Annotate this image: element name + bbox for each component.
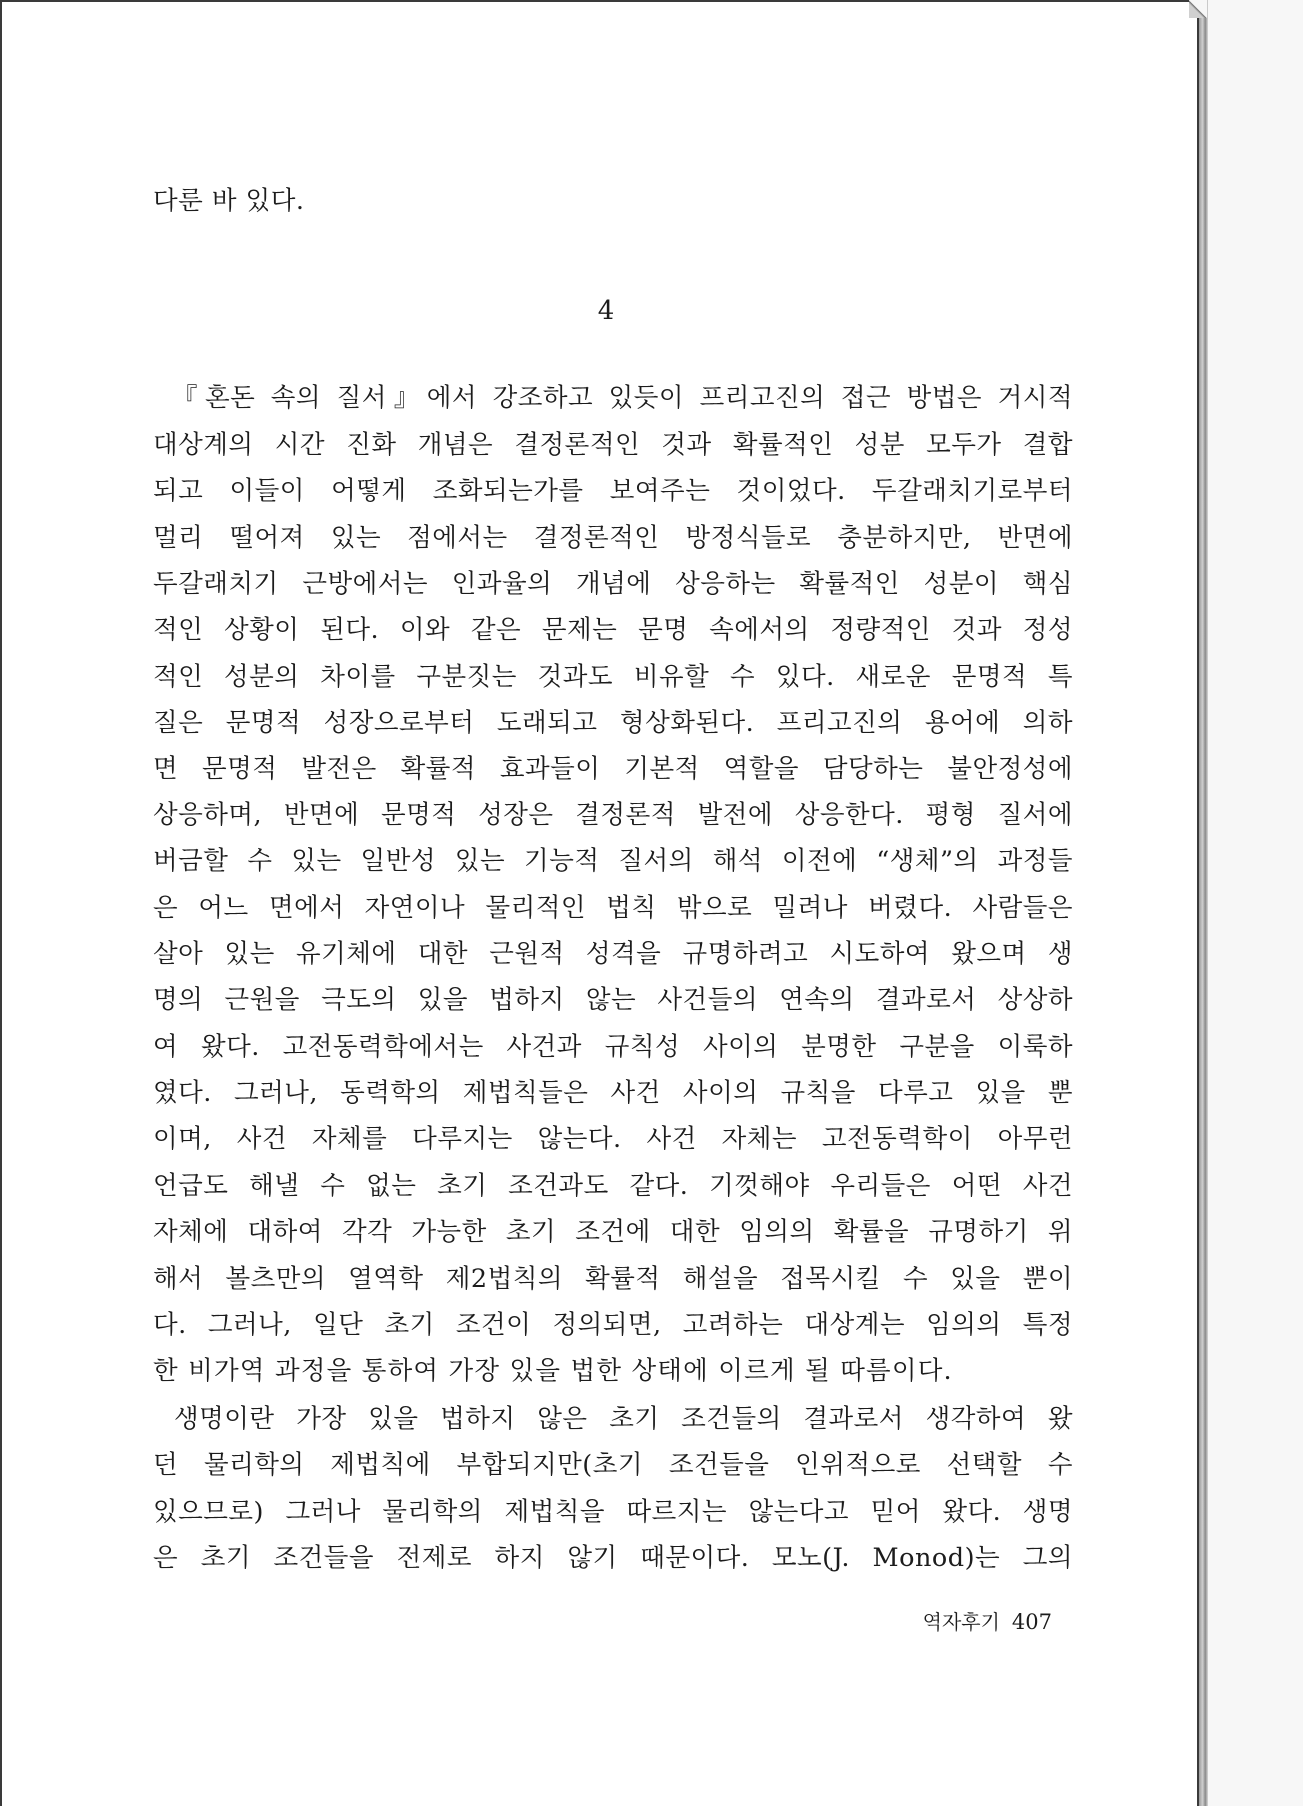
text-line: 있으므로) 그러나 물리학의 제법칙을 따르지는 않는다고 믿어 왔다. 생명 <box>153 1497 1073 1527</box>
text-line: 다. 그러나, 일단 초기 조건이 정의되면, 고려하는 대상계는 임의의 특정 <box>153 1310 1073 1340</box>
text-line: 은 초기 조건들을 전제로 하지 않기 때문이다. 모노(J. Monod)는 그의 <box>153 1543 1073 1573</box>
text-line: 멀리 떨어져 있는 점에서는 결정론적인 방정식들로 충분하지만, 반면에 <box>153 523 1073 553</box>
text-line: 두갈래치기 근방에서는 인과율의 개념에 상응하는 확률적인 성분이 핵심 <box>153 569 1073 599</box>
text-line: 버금할 수 있는 일반성 있는 기능적 질서의 해석 이전에 “생체”의 과정들 <box>153 846 1073 876</box>
text-line: 은 어느 면에서 자연이나 물리적인 법칙 밖으로 밀려나 버렸다. 사람들은 <box>153 893 1073 923</box>
running-head: 역자후기 <box>922 1610 1000 1634</box>
text-line: 여 왔다. 고전동력학에서는 사건과 규칙성 사이의 분명한 구분을 이룩하 <box>153 1032 1073 1062</box>
text-line: 상응하며, 반면에 문명적 성장은 결정론적 발전에 상응한다. 평형 질서에 <box>153 800 1073 830</box>
text-line: 생명이란 가장 있을 법하지 않은 초기 조건들의 결과로서 생각하여 왔 <box>174 1404 1073 1434</box>
text-line: 면 문명적 발전은 확률적 효과들이 기본적 역할을 담당하는 불안정성에 <box>153 754 1073 784</box>
text-line: 였다. 그러나, 동력학의 제법칙들은 사건 사이의 규칙을 다루고 있을 뿐 <box>153 1078 1073 1108</box>
page-number: 407 <box>1011 1610 1052 1634</box>
text-line: 언급도 해낼 수 없는 초기 조건과도 같다. 기껏해야 우리들은 어떤 사건 <box>153 1171 1073 1201</box>
page-corner-fold <box>1189 0 1207 18</box>
text-line: 『혼돈 속의 질서』에서 강조하고 있듯이 프리고진의 접근 방법은 거시적 <box>172 383 1073 413</box>
page-edge <box>1199 0 1208 1806</box>
text-line: 해서 볼츠만의 열역학 제2법칙의 확률적 해설을 접목시킬 수 있을 뿐이 <box>153 1264 1073 1294</box>
text-line: 질은 문명적 성장으로부터 도래되고 형상화된다. 프리고진의 용어에 의하 <box>153 708 1073 738</box>
text-line: 자체에 대하여 각각 가능한 초기 조건에 대한 임의의 확률을 규명하기 위 <box>153 1217 1073 1247</box>
text-line: 이며, 사건 자체를 다루지는 않는다. 사건 자체는 고전동력학이 아무런 <box>153 1124 1073 1154</box>
text-line: 명의 근원을 극도의 있을 법하지 않는 사건들의 연속의 결과로서 상상하 <box>153 985 1073 1015</box>
text-line: 적인 성분의 차이를 구분짓는 것과도 비유할 수 있다. 새로운 문명적 특 <box>153 662 1073 692</box>
text-line: 적인 상황이 된다. 이와 같은 문제는 문명 속에서의 정량적인 것과 정성 <box>153 615 1073 645</box>
text-line: 한 비가역 과정을 통하여 가장 있을 법한 상태에 이르게 될 따름이다. <box>153 1356 953 1386</box>
section-number: 4 <box>597 296 615 326</box>
text-line: 살아 있는 유기체에 대한 근원적 성격을 규명하려고 시도하여 왔으며 생 <box>153 939 1073 969</box>
text-line: 되고 이들이 어떻게 조화되는가를 보여주는 것이었다. 두갈래치기로부터 <box>153 476 1073 506</box>
page-footer <box>882 1606 1052 1638</box>
opening-line: 다룬 바 있다. <box>153 186 305 216</box>
viewer-background <box>1208 0 1303 1806</box>
text-line: 대상계의 시간 진화 개념은 결정론적인 것과 확률적인 성분 모두가 결합 <box>153 430 1073 460</box>
text-line: 던 물리학의 제법칙에 부합되지만(초기 조건들을 인위적으로 선택할 수 <box>153 1450 1073 1480</box>
